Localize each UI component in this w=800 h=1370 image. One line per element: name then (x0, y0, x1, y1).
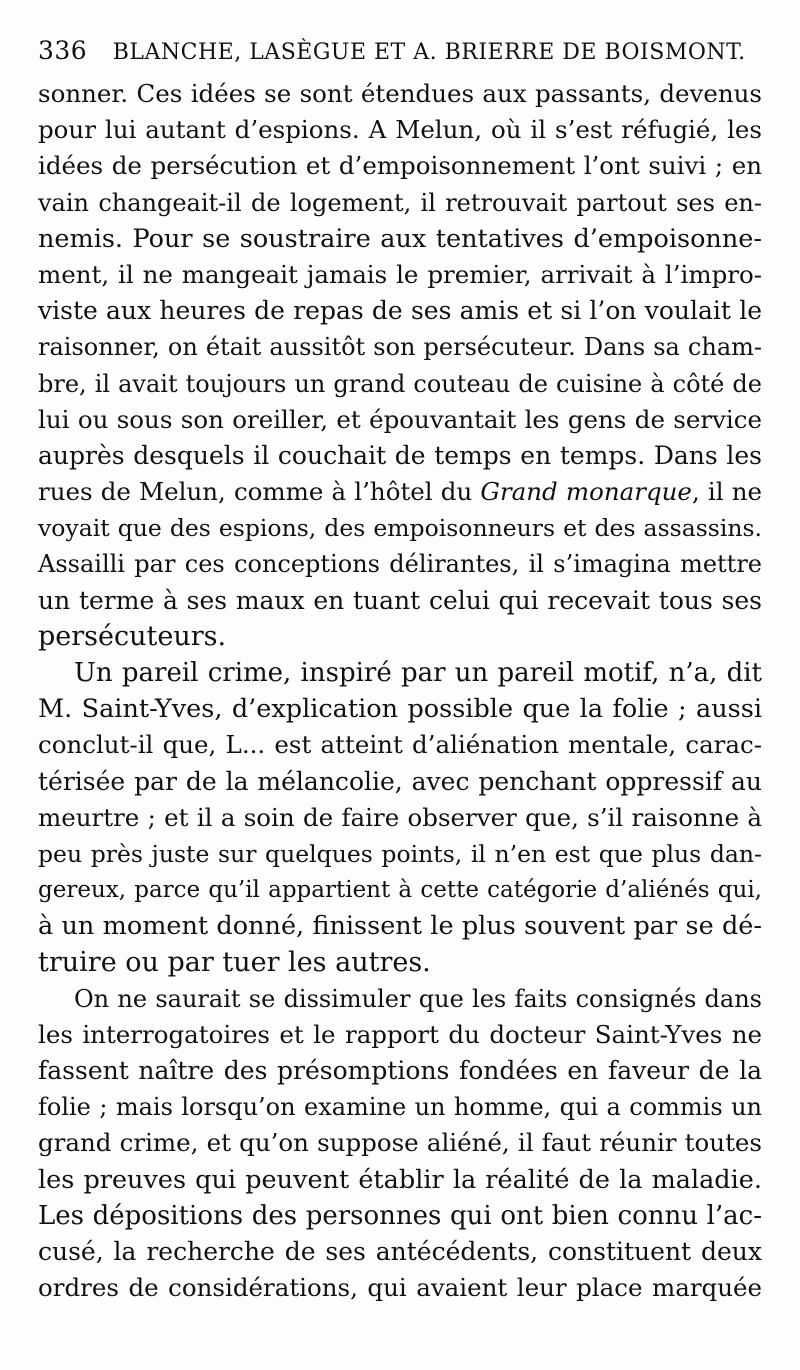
text-line: sonner. Ces idées se sont étendues aux passants, devenus (38, 79, 762, 108)
paragraph-start-line: On ne saurait se dissimuler que les faits consignés dans (74, 984, 762, 1013)
text-line: meurtre ; et il a soin de faire observer que, s’il raisonne à (38, 802, 762, 832)
text-line: raisonner, on était aussitôt son persécuteur. Dans sa cham- (38, 333, 762, 362)
text-line: folie ; mais lorsqu’on examine un homme, qui a commis un (38, 1093, 762, 1122)
text-line: bre, il avait toujours un grand couteau de cuisine à côté de (38, 369, 762, 398)
text-line: ment, il ne mangeait jamais le premier, arrivait à l’impro- (38, 259, 762, 289)
italic-hotel-name: Grand monarque (480, 477, 692, 507)
text-line: idées de persécution et d’empoisonnement l’ont suivi ; en (38, 151, 762, 181)
text-line: pour lui autant d’espions. A Melun, où il s’est réfugié, les (38, 115, 762, 145)
text-line: les preuves qui peuvent établir la réalité de la maladie. (38, 1164, 762, 1195)
text-line: conclut-il que, L... est atteint d’aliénation mentale, carac- (38, 730, 762, 760)
text-line: M. Saint-Yves, d’explication possible que la folie ; aussi (38, 694, 762, 725)
running-title: BLANCHE, LASÈGUE ET A. BRIERRE DE BOISMONT. (112, 40, 746, 65)
text-line: fassent naître des présomptions fondées en faveur de la (38, 1056, 762, 1086)
text-line: auprès desquels il couchait de temps en temps. Dans les (38, 440, 762, 470)
paragraph-end-line: persécuteurs. (38, 620, 227, 652)
text-line: gereux, parce qu’il appartient à cette catégorie d’aliénés qui, (38, 877, 762, 904)
text-line: à un moment donné, finissent le plus souvent par se dé- (38, 911, 762, 942)
text-line: cusé, la recherche de ses antécédents, constituent deux (38, 1237, 762, 1266)
running-header (38, 36, 778, 76)
text-line: vain changeait-il de logement, il retrouvait partout ses en- (38, 188, 762, 217)
text-line: peu près juste sur quelques points, il n’en est que plus dan- (38, 839, 762, 868)
text-line-with-italic (38, 474, 762, 510)
body-text (38, 76, 762, 1306)
text-line: les interrogatoires et le rapport du docteur Saint-Yves ne (38, 1019, 762, 1049)
text-line: viste aux heures de repas de ses amis et si l’on voulait le (38, 296, 762, 326)
text-line: nemis. Pour se soustraire aux tentatives d’empoisonne- (38, 223, 762, 254)
text-line: lui ou sous son oreiller, et épouvantait les gens de service (38, 404, 762, 434)
text-segment: , il ne (691, 477, 762, 507)
text-line: Les dépositions des personnes qui ont bien connu l’ac- (38, 1200, 762, 1231)
text-line: un terme à ses maux en tuant celui qui recevait tous ses (38, 585, 762, 615)
text-line: grand crime, et qu’on suppose aliéné, il faut réunir toutes (38, 1128, 762, 1158)
text-line: térisée par de la mélancolie, avec penchant oppressif au (38, 766, 762, 796)
text-line: voyait que des espions, des empoisonneurs et des assassins. (38, 514, 762, 543)
text-line: Assailli par ces conceptions délirantes, il s’imagina mettre (38, 550, 762, 579)
page-number: 336 (38, 36, 88, 65)
text-line: ordres de considérations, qui avaient leur place marquée (38, 1273, 762, 1303)
paragraph-end-line: truire ou par tuer les autres. (38, 946, 431, 978)
paragraph-start-line: Un pareil crime, inspiré par un pareil motif, n’a, dit (74, 658, 762, 688)
text-segment: rues de Melun, comme à l’hôtel du (38, 477, 481, 507)
